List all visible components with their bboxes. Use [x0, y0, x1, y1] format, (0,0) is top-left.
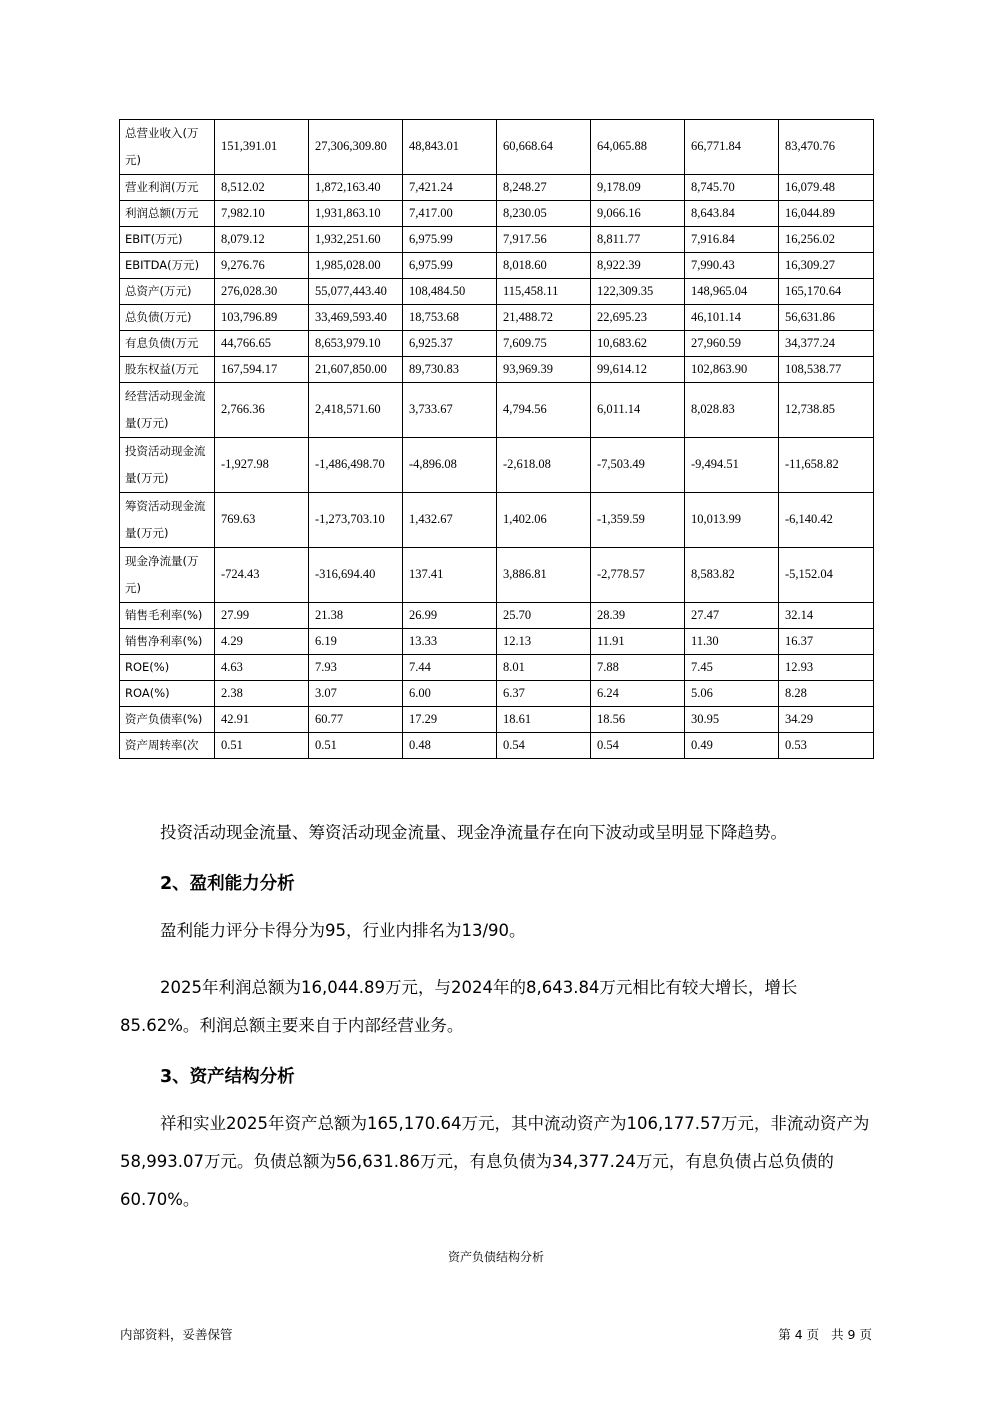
profitability-score-paragraph: 盈利能力评分卡得分为95，行业内排名为13/90。: [160, 921, 526, 940]
table-cell: 8.28: [779, 681, 874, 707]
table-cell: 276,028.30: [215, 279, 309, 305]
table-cell: 3.07: [309, 681, 403, 707]
table-row: [120, 493, 874, 548]
table-cell: 16,079.48: [779, 175, 874, 201]
table-row: [120, 279, 874, 305]
table-cell: 21,488.72: [497, 305, 591, 331]
table-cell: -724.43: [215, 548, 309, 603]
table-cell: 99,614.12: [591, 357, 685, 383]
table-cell: -316,694.40: [309, 548, 403, 603]
table-cell: 8,248.27: [497, 175, 591, 201]
table-cell: 16,256.02: [779, 227, 874, 253]
table-cell: 21,607,850.00: [309, 357, 403, 383]
table-cell: 151,391.01: [215, 120, 309, 175]
table-cell: 7,917.56: [497, 227, 591, 253]
table-cell: 6,011.14: [591, 383, 685, 438]
table-cell: 10,013.99: [685, 493, 779, 548]
table-cell: 16,044.89: [779, 201, 874, 227]
row-label: 销售毛利率(%): [120, 603, 215, 629]
table-cell: 167,594.17: [215, 357, 309, 383]
table-cell: -2,778.57: [591, 548, 685, 603]
table-row: [120, 120, 874, 175]
table-cell: 33,469,593.40: [309, 305, 403, 331]
table-cell: 8,811.77: [591, 227, 685, 253]
table-row: [120, 655, 874, 681]
table-cell: 26.99: [403, 603, 497, 629]
table-cell: 1,931,863.10: [309, 201, 403, 227]
row-label: ROE(%): [120, 655, 215, 681]
table-cell: 7.88: [591, 655, 685, 681]
table-cell: 16,309.27: [779, 253, 874, 279]
table-row: [120, 253, 874, 279]
table-cell: 28.39: [591, 603, 685, 629]
profitability-heading: 2、盈利能力分析: [160, 874, 295, 894]
table-cell: 42.91: [215, 707, 309, 733]
table-cell: 7,421.24: [403, 175, 497, 201]
row-label: 经营活动现金流量(万元): [120, 383, 215, 438]
table-cell: 18.56: [591, 707, 685, 733]
table-row: [120, 227, 874, 253]
table-cell: 8,079.12: [215, 227, 309, 253]
table-cell: 1,402.06: [497, 493, 591, 548]
table-cell: 56,631.86: [779, 305, 874, 331]
table-row: [120, 548, 874, 603]
table-cell: 7,417.00: [403, 201, 497, 227]
asset-structure-paragraph: 祥和实业2025年资产总额为165,170.64万元，其中流动资产为106,177.57万元，非流动资产为58,993.07万元。负债总额为56,631.86万元，有息负债为34,377.24万元，有息负债占总负债的60.70%。: [120, 1114, 870, 1209]
table-cell: 7.93: [309, 655, 403, 681]
table-cell: -2,618.08: [497, 438, 591, 493]
table-cell: 0.54: [497, 733, 591, 759]
table-cell: 13.33: [403, 629, 497, 655]
table-cell: 16.37: [779, 629, 874, 655]
table-cell: 27.47: [685, 603, 779, 629]
table-cell: 8,583.82: [685, 548, 779, 603]
table-cell: 7,990.43: [685, 253, 779, 279]
table-row: [120, 733, 874, 759]
table-cell: -1,927.98: [215, 438, 309, 493]
table-row: [120, 331, 874, 357]
table-cell: 10,683.62: [591, 331, 685, 357]
chart-caption: 资产负债结构分析: [447, 1250, 544, 1264]
table-cell: 8,512.02: [215, 175, 309, 201]
row-label: 利润总额(万元: [120, 201, 215, 227]
table-cell: 4.29: [215, 629, 309, 655]
row-label: 总负债(万元): [120, 305, 215, 331]
table-row: [120, 681, 874, 707]
table-cell: 1,872,163.40: [309, 175, 403, 201]
table-cell: -9,494.51: [685, 438, 779, 493]
table-cell: -1,486,498.70: [309, 438, 403, 493]
table-cell: 2,418,571.60: [309, 383, 403, 438]
table-cell: 18,753.68: [403, 305, 497, 331]
row-label: 销售净利率(%): [120, 629, 215, 655]
row-label: ROA(%): [120, 681, 215, 707]
table-cell: 6,975.99: [403, 227, 497, 253]
table-cell: 122,309.35: [591, 279, 685, 305]
table-cell: 6,925.37: [403, 331, 497, 357]
row-label: EBIT(万元): [120, 227, 215, 253]
table-cell: 8,745.70: [685, 175, 779, 201]
table-cell: 93,969.39: [497, 357, 591, 383]
table-cell: 9,066.16: [591, 201, 685, 227]
table-cell: 148,965.04: [685, 279, 779, 305]
row-label: 有息负债(万元: [120, 331, 215, 357]
footer-confidential: 内部资料，妥善保管: [120, 1327, 233, 1342]
table-cell: 12.13: [497, 629, 591, 655]
table-cell: 2.38: [215, 681, 309, 707]
table-cell: 34.29: [779, 707, 874, 733]
row-label: 总资产(万元): [120, 279, 215, 305]
table-cell: 0.51: [215, 733, 309, 759]
table-cell: -4,896.08: [403, 438, 497, 493]
table-cell: 7,982.10: [215, 201, 309, 227]
row-label: 资产周转率(次: [120, 733, 215, 759]
table-cell: 165,170.64: [779, 279, 874, 305]
table-cell: 44,766.65: [215, 331, 309, 357]
table-cell: 9,178.09: [591, 175, 685, 201]
table-cell: 115,458.11: [497, 279, 591, 305]
table-cell: 5.06: [685, 681, 779, 707]
cashflow-trend-paragraph: 投资活动现金流量、筹资活动现金流量、现金净流量存在向下波动或呈明显下降趋势。: [160, 823, 787, 842]
asset-structure-heading: 3、资产结构分析: [160, 1067, 295, 1087]
profit-detail-paragraph: 2025年利润总额为16,044.89万元，与2024年的8,643.84万元相比有较大增长，增长85.62%。利润总额主要来自于内部经营业务。: [120, 978, 798, 1035]
table-cell: 32.14: [779, 603, 874, 629]
row-label: 股东权益(万元: [120, 357, 215, 383]
table-cell: 55,077,443.40: [309, 279, 403, 305]
table-cell: -7,503.49: [591, 438, 685, 493]
row-label: EBITDA(万元): [120, 253, 215, 279]
table-cell: 1,932,251.60: [309, 227, 403, 253]
table-cell: 8.01: [497, 655, 591, 681]
table-cell: 27.99: [215, 603, 309, 629]
table-cell: 6.19: [309, 629, 403, 655]
table-cell: 7.44: [403, 655, 497, 681]
table-cell: 0.51: [309, 733, 403, 759]
table-cell: 137.41: [403, 548, 497, 603]
table-cell: 1,432.67: [403, 493, 497, 548]
table-cell: -11,658.82: [779, 438, 874, 493]
table-cell: 9,276.76: [215, 253, 309, 279]
table-cell: 7,609.75: [497, 331, 591, 357]
table-cell: 8,230.05: [497, 201, 591, 227]
table-cell: 6.37: [497, 681, 591, 707]
table-cell: 3,733.67: [403, 383, 497, 438]
table-cell: 18.61: [497, 707, 591, 733]
table-cell: 66,771.84: [685, 120, 779, 175]
table-cell: 12.93: [779, 655, 874, 681]
table-cell: -6,140.42: [779, 493, 874, 548]
table-cell: 25.70: [497, 603, 591, 629]
table-cell: 4.63: [215, 655, 309, 681]
table-cell: 83,470.76: [779, 120, 874, 175]
table-row: [120, 305, 874, 331]
table-cell: 8,653,979.10: [309, 331, 403, 357]
table-cell: 108,538.77: [779, 357, 874, 383]
financial-indicators-table: [119, 119, 874, 759]
table-row: [120, 357, 874, 383]
table-cell: 64,065.88: [591, 120, 685, 175]
table-cell: 27,306,309.80: [309, 120, 403, 175]
table-cell: 3,886.81: [497, 548, 591, 603]
table-cell: -5,152.04: [779, 548, 874, 603]
table-cell: 48,843.01: [403, 120, 497, 175]
table-cell: 8,922.39: [591, 253, 685, 279]
row-label: 资产负债率(%): [120, 707, 215, 733]
table-cell: 7,916.84: [685, 227, 779, 253]
table-cell: 60.77: [309, 707, 403, 733]
table-row: [120, 201, 874, 227]
table-row: [120, 707, 874, 733]
table-cell: 12,738.85: [779, 383, 874, 438]
table-cell: 2,766.36: [215, 383, 309, 438]
table-cell: 46,101.14: [685, 305, 779, 331]
table-row: [120, 175, 874, 201]
table-cell: 0.53: [779, 733, 874, 759]
table-cell: 6.24: [591, 681, 685, 707]
table-cell: 1,985,028.00: [309, 253, 403, 279]
table-cell: 0.48: [403, 733, 497, 759]
table-cell: 7.45: [685, 655, 779, 681]
table-cell: 60,668.64: [497, 120, 591, 175]
table-row: [120, 383, 874, 438]
table-cell: 11.30: [685, 629, 779, 655]
table-row: [120, 603, 874, 629]
table-cell: 6.00: [403, 681, 497, 707]
footer-page-number: 第 4 页 共 9 页: [778, 1327, 872, 1342]
table-cell: 8,018.60: [497, 253, 591, 279]
table-row: [120, 438, 874, 493]
row-label: 营业利润(万元: [120, 175, 215, 201]
table-cell: -1,273,703.10: [309, 493, 403, 548]
table-cell: 769.63: [215, 493, 309, 548]
table-cell: -1,359.59: [591, 493, 685, 548]
table-cell: 30.95: [685, 707, 779, 733]
table-cell: 89,730.83: [403, 357, 497, 383]
table-cell: 8,643.84: [685, 201, 779, 227]
table-cell: 27,960.59: [685, 331, 779, 357]
table-cell: 4,794.56: [497, 383, 591, 438]
table-cell: 6,975.99: [403, 253, 497, 279]
table-cell: 102,863.90: [685, 357, 779, 383]
table-cell: 11.91: [591, 629, 685, 655]
row-label: 总营业收入(万元): [120, 120, 215, 175]
table-cell: 103,796.89: [215, 305, 309, 331]
table-cell: 34,377.24: [779, 331, 874, 357]
table-cell: 22,695.23: [591, 305, 685, 331]
table-cell: 0.49: [685, 733, 779, 759]
row-label: 现金净流量(万元): [120, 548, 215, 603]
row-label: 筹资活动现金流量(万元): [120, 493, 215, 548]
table-cell: 21.38: [309, 603, 403, 629]
row-label: 投资活动现金流量(万元): [120, 438, 215, 493]
table-row: [120, 629, 874, 655]
table-cell: 8,028.83: [685, 383, 779, 438]
table-cell: 17.29: [403, 707, 497, 733]
table-cell: 108,484.50: [403, 279, 497, 305]
table-cell: 0.54: [591, 733, 685, 759]
